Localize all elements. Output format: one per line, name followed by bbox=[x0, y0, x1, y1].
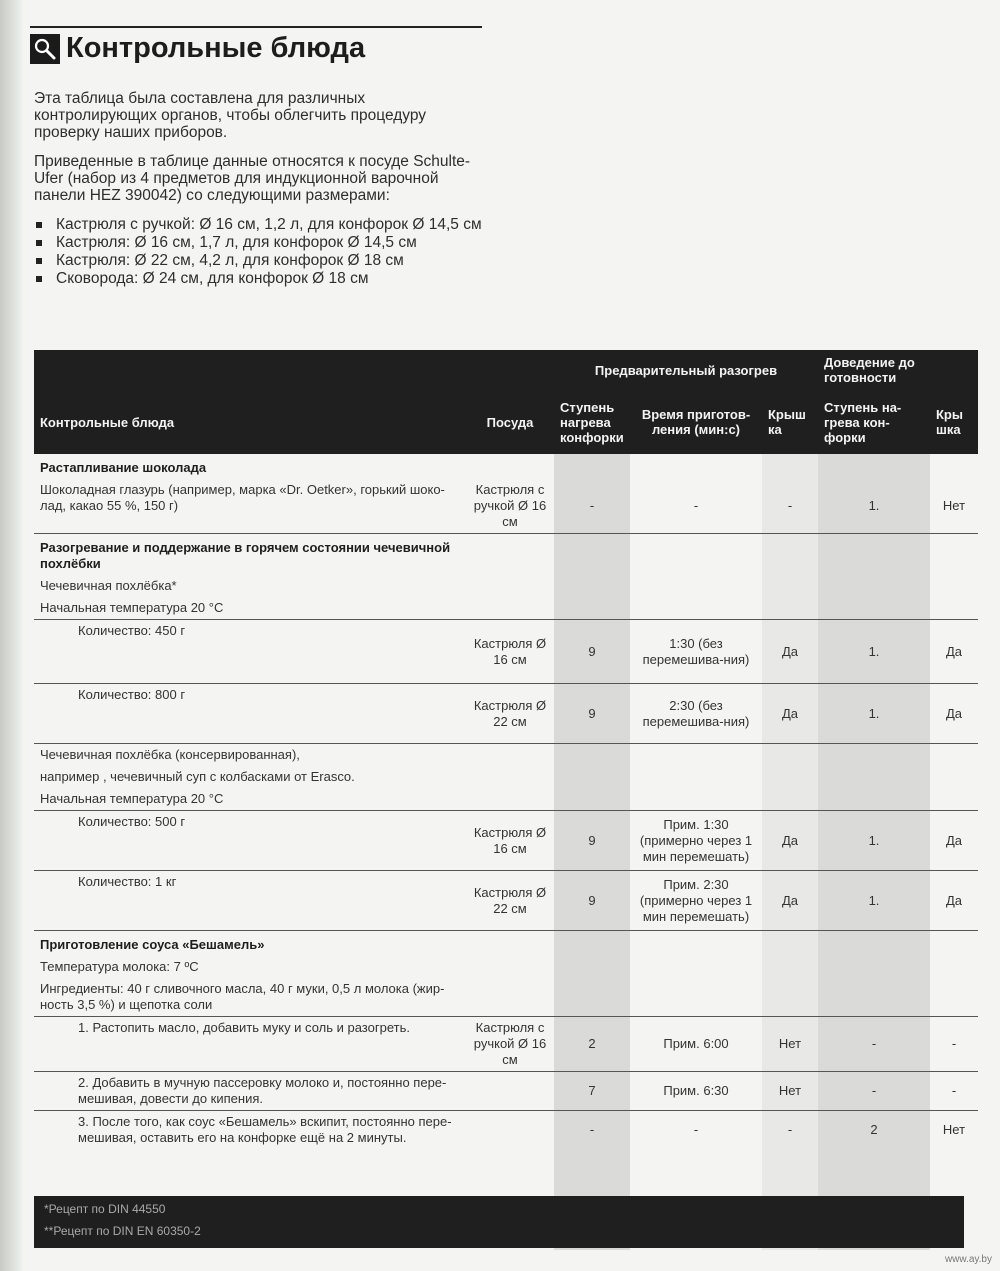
intro-text bbox=[34, 90, 484, 288]
cookware-column-header: Посуда bbox=[466, 390, 554, 454]
footnote: **Рецепт по DIN EN 60350-2 bbox=[44, 1224, 201, 1238]
footnote: *Рецепт по DIN 44550 bbox=[44, 1202, 166, 1216]
section-title: Приготовление соуса «Бешамель» bbox=[34, 931, 978, 957]
preheat-level-cell: 9 bbox=[554, 620, 630, 684]
cookware-cell: Кастрюля с ручкой Ø 16 см bbox=[473, 482, 547, 529]
preheat-level-cell: - bbox=[589, 498, 595, 513]
finish-level-cell: 1. bbox=[818, 620, 930, 684]
dish-description: Начальная температура 20 °C bbox=[40, 600, 224, 615]
finish-lid-cell: Нет bbox=[942, 498, 966, 513]
cookware-cell: Кастрюля Ø 16 см bbox=[466, 811, 554, 871]
cook-time-cell: Прим. 1:30 (примерно через 1 мин перемешать) bbox=[630, 811, 762, 871]
table-row bbox=[34, 871, 978, 931]
preheat-level-cell: 2 bbox=[554, 1017, 630, 1072]
table-row bbox=[34, 620, 978, 684]
table-row bbox=[34, 1111, 978, 1150]
lid-cell: Да bbox=[762, 684, 818, 744]
lid-cell: - bbox=[787, 498, 793, 513]
list-item: Кастрюля с ручкой: Ø 16 см, 1,2 л, для конфорок Ø 14,5 см bbox=[34, 216, 484, 233]
finish-lid-cell: - bbox=[930, 1017, 978, 1072]
finish-lid-cell: Да bbox=[930, 684, 978, 744]
magnifier-icon bbox=[30, 34, 60, 64]
cookware-cell: Кастрюля Ø 16 см bbox=[466, 620, 554, 684]
cookware-cell: Кастрюля Ø 22 см bbox=[466, 871, 554, 931]
table-row bbox=[34, 684, 978, 744]
cook-time-cell: Прим. 6:30 bbox=[630, 1072, 762, 1111]
intro-paragraph-2: Приведенные в таблице данные относятся к посуде Schulte-Ufer (набор из 4 предметов для индукционной варочной панели HEZ 390042) со следующими размерами: bbox=[34, 153, 471, 204]
finish-lid-cell: Нет bbox=[930, 1111, 978, 1150]
lid-cell: Да bbox=[762, 811, 818, 871]
table-row bbox=[34, 766, 978, 788]
dish-description: Шоколадная глазурь (например, марка «Dr. Oetker», горький шоко-лад, какао 55 %, 150 г) bbox=[40, 482, 445, 513]
lid-cell: - bbox=[762, 1111, 818, 1150]
finish-level-cell: 1. bbox=[818, 811, 930, 871]
table-row bbox=[34, 1017, 978, 1072]
cook-time-cell: - bbox=[693, 498, 699, 513]
table-row bbox=[34, 978, 978, 1017]
finish-level-cell: 1. bbox=[818, 871, 930, 931]
table-row bbox=[34, 1072, 978, 1111]
list-item: Кастрюля: Ø 22 см, 4,2 л, для конфорок Ø 18 см bbox=[34, 252, 484, 269]
table-row bbox=[34, 744, 978, 767]
finish-level-cell: 2 bbox=[818, 1111, 930, 1150]
preheat-group-header: Предварительный разогрев bbox=[554, 350, 818, 390]
dish-description: Ингредиенты: 40 г сливочного масла, 40 г муки, 0,5 л молока (жир-ность 3,5 %) и щепотка соли bbox=[40, 981, 445, 1012]
lid-cell: Нет bbox=[762, 1017, 818, 1072]
table-row bbox=[34, 479, 978, 534]
table-row bbox=[34, 956, 978, 978]
finish-level-cell: - bbox=[818, 1072, 930, 1111]
list-item: Кастрюля: Ø 16 см, 1,7 л, для конфорок Ø 14,5 см bbox=[34, 234, 484, 251]
dish-description: например , чечевичный суп с колбасками от Erasco. bbox=[40, 769, 355, 784]
cookware-cell: Кастрюля Ø 22 см bbox=[466, 684, 554, 744]
table-row bbox=[34, 534, 978, 576]
quantity-cell: Количество: 1 кг bbox=[34, 871, 466, 931]
lid-cell: Да bbox=[762, 871, 818, 931]
intro-paragraph-1: Эта таблица была составлена для различных контролирующих органов, чтобы облегчить процедуру проверку наших приборов. bbox=[34, 90, 427, 141]
cook-time-cell: - bbox=[630, 1111, 762, 1150]
cook-time-header: Время приготов-ления (мин:с) bbox=[630, 390, 762, 454]
cook-time-cell: 2:30 (без перемешива-ния) bbox=[630, 684, 762, 744]
preheat-level-cell: - bbox=[554, 1111, 630, 1150]
finish-level-cell: 1. bbox=[868, 498, 880, 513]
finish-level-cell: - bbox=[818, 1017, 930, 1072]
table-row bbox=[34, 931, 978, 957]
preheat-level-cell: 7 bbox=[554, 1072, 630, 1111]
cookware-list bbox=[34, 216, 484, 287]
cook-time-cell: Прим. 6:00 bbox=[630, 1017, 762, 1072]
dish-column-header: Контрольные блюда bbox=[34, 390, 466, 454]
finish-level-header: Ступень на-грева кон-форки bbox=[818, 390, 930, 454]
preheat-level-cell: 9 bbox=[554, 684, 630, 744]
footnotes-bar bbox=[34, 1196, 964, 1248]
cookware-cell bbox=[466, 1072, 554, 1111]
finish-lid-header: Кры шка bbox=[930, 390, 978, 454]
watermark: www.ay.by bbox=[944, 1254, 992, 1265]
quantity-cell: Количество: 500 г bbox=[34, 811, 466, 871]
table-row bbox=[34, 454, 978, 479]
preheat-level-cell: 9 bbox=[554, 871, 630, 931]
dish-description: Чечевичная похлёбка (консервированная), bbox=[34, 744, 978, 767]
step-cell: 3. После того, как соус «Бешамель» вскипит, постоянно пере-мешивая, оставить его на конфорке ещё на 2 минуты. bbox=[34, 1111, 466, 1150]
finish-group-header: Доведение до готовности bbox=[818, 350, 978, 390]
preheat-level-cell: 9 bbox=[554, 811, 630, 871]
test-dishes-table bbox=[34, 350, 978, 1149]
finish-lid-cell: - bbox=[930, 1072, 978, 1111]
preheat-level-header: Ступень нагрева конфорки bbox=[554, 390, 630, 454]
cookware-cell bbox=[466, 1111, 554, 1150]
dish-description: Температура молока: 7 ºC bbox=[40, 959, 199, 974]
finish-lid-cell: Да bbox=[930, 871, 978, 931]
lid-cell: Нет bbox=[762, 1072, 818, 1111]
table-row bbox=[34, 811, 978, 871]
table-row bbox=[34, 575, 978, 597]
step-cell: 1. Растопить масло, добавить муку и соль и разогреть. bbox=[34, 1017, 466, 1072]
quantity-cell: Количество: 450 г bbox=[34, 620, 466, 684]
step-cell: 2. Добавить в мучную пассеровку молоко и, постоянно пере-мешивая, довести до кипения. bbox=[34, 1072, 466, 1111]
finish-lid-cell: Да bbox=[930, 620, 978, 684]
page-edge-shadow bbox=[0, 0, 22, 1271]
table-row bbox=[34, 788, 978, 811]
cook-time-cell: Прим. 2:30 (примерно через 1 мин перемешать) bbox=[630, 871, 762, 931]
list-item: Сковорода: Ø 24 см, для конфорок Ø 18 см bbox=[34, 270, 484, 287]
lid-cell: Да bbox=[762, 620, 818, 684]
table-row bbox=[34, 597, 978, 620]
cookware-cell: Кастрюля с ручкой Ø 16 см bbox=[466, 1017, 554, 1072]
test-dishes-table-area bbox=[34, 350, 978, 1250]
finish-lid-cell: Да bbox=[930, 811, 978, 871]
cook-time-cell: 1:30 (без перемешива-ния) bbox=[630, 620, 762, 684]
section-title: Разогревание и поддержание в горячем состоянии чечевичной похлёбки bbox=[34, 534, 978, 576]
page-header bbox=[30, 26, 482, 65]
lid-header: Крыш ка bbox=[762, 390, 818, 454]
dish-description: Начальная температура 20 °C bbox=[40, 791, 224, 806]
finish-level-cell: 1. bbox=[818, 684, 930, 744]
dish-description: Чечевичная похлёбка* bbox=[40, 578, 177, 593]
quantity-cell: Количество: 800 г bbox=[34, 684, 466, 744]
section-title: Растапливание шоколада bbox=[40, 460, 207, 475]
page-title: Контрольные блюда bbox=[66, 32, 366, 64]
